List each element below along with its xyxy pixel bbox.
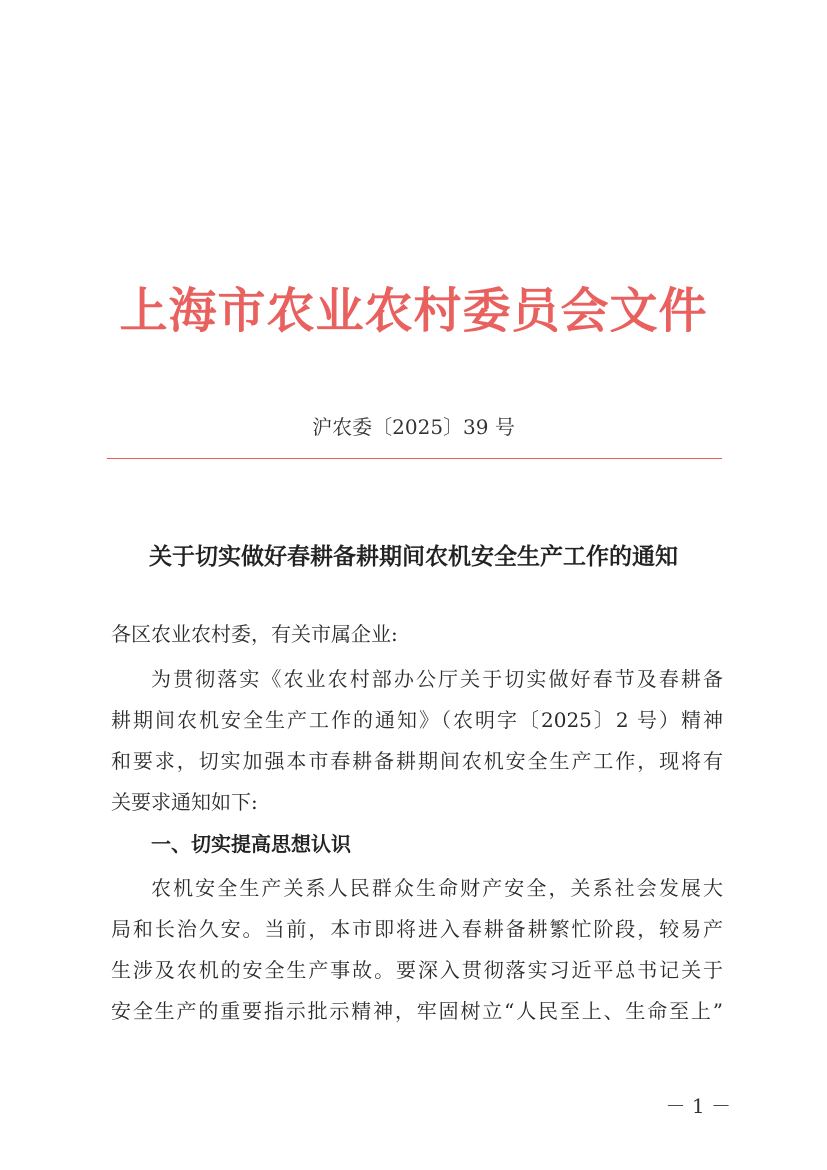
document-masthead: 上海市农业农村委员会文件 xyxy=(119,283,708,339)
paragraph-2-line: 安全生产的重要指示批示精神，牢固树立“人民至上、生命至上” xyxy=(111,999,723,1023)
paragraph-2-line: 生涉及农机的安全生产事故。要深入贯彻落实习近平总书记关于 xyxy=(111,958,723,982)
document-number: 沪农委〔2025〕39 号 xyxy=(312,415,515,439)
paragraph-2-line: 局和长治久安。当前，本市即将进入春耕备耕繁忙阶段，较易产 xyxy=(111,917,723,941)
paragraph-1-line: 关要求通知如下: xyxy=(111,790,258,814)
paragraph-1-line: 和要求，切实加强本市春耕备耕期间农机安全生产工作，现将有 xyxy=(111,749,723,773)
document-title: 关于切实做好春耕备耕期间农机安全生产工作的通知 xyxy=(149,543,678,570)
paragraph-1-line: 耕期间农机安全生产工作的通知》（农明字〔2025〕2 号）精神 xyxy=(111,708,723,732)
paragraph-1-line: 为贯彻落实《农业农村部办公厅关于切实做好春节及春耕备 xyxy=(151,667,723,691)
red-separator-line xyxy=(107,458,722,459)
paragraph-2-line: 农机安全生产关系人民群众生命财产安全，关系社会发展大 xyxy=(151,876,723,900)
page-number: － 1 － xyxy=(665,1094,731,1118)
section-1-heading: 一、切实提高思想认识 xyxy=(151,832,351,856)
salutation: 各区农业农村委，有关市属企业: xyxy=(111,622,398,646)
